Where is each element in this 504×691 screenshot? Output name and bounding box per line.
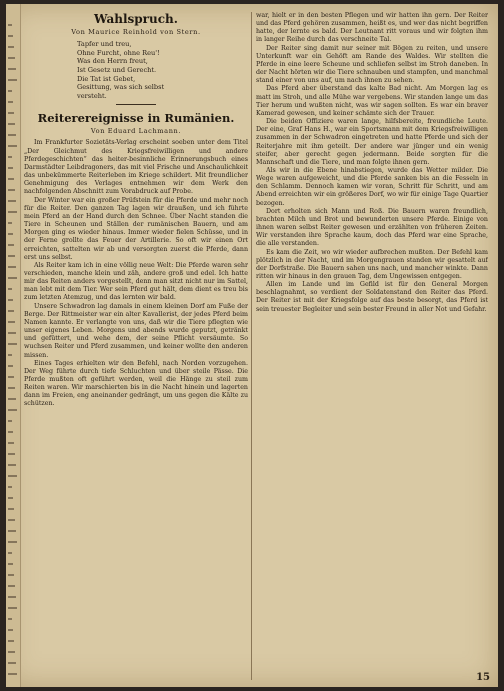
margin-mark [8,123,15,125]
binding-margin [6,4,21,687]
poem-line: Ist Gesetz und Gerecht. [77,65,157,74]
article-paragraph: war, hielt er in den besten Pflegen und wir hatten ihn gern. Der Reiter und das Pferd gehören zusammen, heißt es, und wer das nicht begriffen hatte, der lernte es bald. Der Leutnant ritt voraus und wir folgten ihm in langer Reihe durch das verschneite Tal. [256,12,488,44]
margin-mark [8,387,15,389]
margin-mark [8,310,14,312]
margin-mark [8,420,12,422]
margin-mark [8,596,16,598]
article-paragraph: Der Reiter sing damit nur seiner mit Bögen zu reiten, und unsere Unterkunft war ein Gehöft am Rande des Waldes. Wir stellten die Pferde in eine leere Scheune und schliefen selbst im Stroh daneben. In der Nacht hörten wir die Tiere schnauben und stampfen, und manchmal stand einer von uns auf, um nach ihnen zu sehen. [256,44,488,85]
margin-mark [8,299,13,301]
margin-mark [8,200,16,202]
margin-mark [8,662,16,664]
article-title: Reiterereignisse in Rumänien. [37,111,235,126]
margin-mark [8,101,13,103]
poem-author: Von Maurice Reinhold von Stern. [71,28,201,36]
article-paragraph: Im Frankfurter Sozietäts-Verlag erscheint soeben unter dem Titel „Der Gleichmut des Kriegsfreiwilligen und andere Pferdegeschichten“ das heiter-besinnliche Erinnerungsbuch eines Darmstädter Leibdragoners, das mit viel Frische und Anschaulichkeit das unbekümmerte Reiterleben im Kriege schildert. Mit freundlicher Genehmigung des Verlages entnehmen wir dem Werk den nachfolgenden Abschnitt zum Vorabdruck auf Probe. [24,139,248,196]
margin-mark [8,277,17,279]
article-paragraph: Die beiden Offiziere waren lange, hilfsbereite, freundliche Leute. Der eine, Graf Hans H., war ein Sportsmann mit dem Kriegsfreiwilligen zusammen in der Schwadron eingetreten und hatte Pferde und sich der Reiterjahre mit ihm geteilt. Der andere war jünger und ein wenig steifer, aber gerecht gegen jedermann. Beide sorgten für die Mannschaft und die Tiere, und man folgte ihnen gern. [256,118,488,166]
margin-mark [8,464,16,466]
margin-mark [8,134,16,136]
article-paragraph: Als wir in die Ebene hinabstiegen, wurde das Wetter milder. Die Wege waren aufgeweicht, und die Pferde sanken bis an die Fesseln in den Schlamm. Dennoch kamen wir voran, Schritt für Schritt, und am Abend erreichten wir ein größeres Dorf, wo wir für einige Tage Quartier bezogen. [256,166,488,207]
article-paragraph: Allen im Lande und im Gefild ist für den General Morgen beschlagnahmt, so verdient der Soldatenstand den Reiter das Pferd. Der Reiter ist mit der Kriegsfolge auf das beste besorgt, das Pferd ist sein treuester Begleiter und sein bester Freund in aller Not und Gefahr. [256,281,488,313]
margin-mark [8,541,17,543]
margin-mark [8,530,16,532]
margin-mark [8,607,17,609]
margin-mark [8,398,16,400]
margin-mark [8,651,15,653]
margin-mark [8,376,14,378]
margin-mark [8,343,17,345]
margin-mark [8,354,12,356]
article-paragraph: Unsere Schwadron lag damals in einem kleinen Dorf am Fuße der Berge. Der Rittmeister war ein alter Kavallerist, der jedes Pferd beim Namen kannte. Er verlangte von uns, daß wir die Tiere pflegten wie unser eigenes Leben. Morgens und abends wurde geputzt, getränkt und gefüttert, und wehe dem, der seine Pflicht versäumte. So wuchsen Reiter und Pferd zusammen, und keiner wollte den anderen missen. [24,302,248,359]
newspaper-page [6,4,498,687]
page-number: 15 [476,672,490,683]
margin-mark [8,178,14,180]
poem-body [77,40,195,100]
margin-mark [8,673,17,675]
article-author: Von Eduard Lachmann. [90,127,182,136]
margin-mark [8,563,13,565]
margin-mark [8,486,12,488]
margin-mark [8,497,13,499]
poem-line: Tapfer und treu, [77,40,132,49]
margin-mark [8,453,15,455]
margin-mark [8,629,13,631]
margin-mark [8,68,16,70]
article-paragraph: Das Pferd aber überstand das kalte Bad nicht. Am Morgen lag es matt im Stroh, und alle Mühe war vergebens. Wir standen lange um das Tier herum und wußten nicht, was wir sagen sollten. Es war ein braver Kamerad gewesen, und keiner schämte sich der Trauer. [256,85,488,117]
margin-mark [8,321,15,323]
section-separator [116,104,156,105]
margin-mark [8,409,17,411]
poem-line: Was den Herrn freut, [77,57,148,66]
margin-mark [8,46,14,48]
margin-mark [8,574,14,576]
margin-mark [8,189,15,191]
margin-mark [8,24,12,26]
poem-line: Ohne Furcht, ohne Reu'! [77,48,160,57]
margin-mark [8,431,13,433]
margin-mark [8,552,12,554]
column-rule [251,12,252,680]
margin-mark [8,156,12,158]
margin-mark [8,233,13,235]
margin-mark [8,167,13,169]
margin-mark [8,255,15,257]
margin-mark [8,35,13,37]
margin-mark [8,332,16,334]
poem-line: Gesittung, was sich selbst versteht. [77,83,165,100]
margin-mark [8,79,17,81]
margin-mark [8,365,13,367]
margin-mark [8,519,15,521]
margin-mark [8,508,14,510]
margin-mark [8,640,14,642]
margin-mark [8,222,12,224]
article-paragraph: Eines Tages erhielten wir den Befehl, nach Norden vorzugehen. Der Weg führte durch tiefe Schluchten und über steile Pässe. Die Pferde mußten oft geführt werden, weil die Hänge zu steil zum Reiten waren. Wir marschierten bis in die Nacht hinein und lagerten dann im Freien, eng aneinander gedrängt, um uns gegen die Kälte zu schützen. [24,359,248,408]
poem-line: Die Tat ist Gebet, [77,74,136,83]
right-column [256,12,488,680]
margin-mark [8,90,12,92]
article-paragraph: Es kam die Zeit, wo wir wieder aufbrechen mußten. Der Befehl kam plötzlich in der Nacht, und im Morgengrauen standen wir gesattelt auf der Dorfstraße. Die Bauern sahen uns nach, und mancher winkte. Dann ritten wir hinaus in den grauen Tag, dem Ungewissen entgegen. [256,248,488,280]
margin-mark [8,442,14,444]
margin-mark [8,618,12,620]
poem-title: Wahlspruch. [94,12,178,26]
article-paragraph: Der Winter war ein großer Prüfstein für die Pferde und mehr noch für die Reiter. Den ganzen Tag lagen wir draußen, und ich führte mein Pferd an der Hand durch den Schnee. Über Nacht standen die Tiere in Scheunen und Ställen der rumänischen Bauern, und am Morgen ging es wieder hinaus. Immer wieder fielen Schüsse, und in der Ferne grollte das Feuer der Artillerie. So oft wir einen Ort erreichten, sattelten wir ab und versorgten zuerst die Pferde, dann erst uns selbst. [24,196,248,261]
margin-mark [8,266,16,268]
article-paragraph: Als Reiter kam ich in eine völlig neue Welt: Die Pferde waren sehr verschieden, manche klein und zäh, andere groß und edel. Ich hatte mir das Reiten anders vorgestellt, denn man sitzt nicht nur im Sattel, man lebt mit dem Tier. Wer sein Pferd gut hält, dem dient es treu bis zum letzten Atemzug, und das lernten wir bald. [24,261,248,302]
left-column [24,12,248,680]
margin-mark [8,145,17,147]
article-paragraph: Dort erholten sich Mann und Roß. Die Bauern waren freundlich, brachten Milch und Brot und bewunderten unsere Pferde. Einige von ihnen waren selbst Reiter gewesen und erzählten von früheren Zeiten. Wir verstanden ihre Sprache kaum, doch das Pferd war eine Sprache, die alle verstanden. [256,207,488,248]
margin-mark [8,57,15,59]
margin-mark [8,244,14,246]
margin-mark [8,475,17,477]
margin-mark [8,211,17,213]
margin-mark [8,585,15,587]
margin-mark [8,288,12,290]
margin-mark [8,112,14,114]
